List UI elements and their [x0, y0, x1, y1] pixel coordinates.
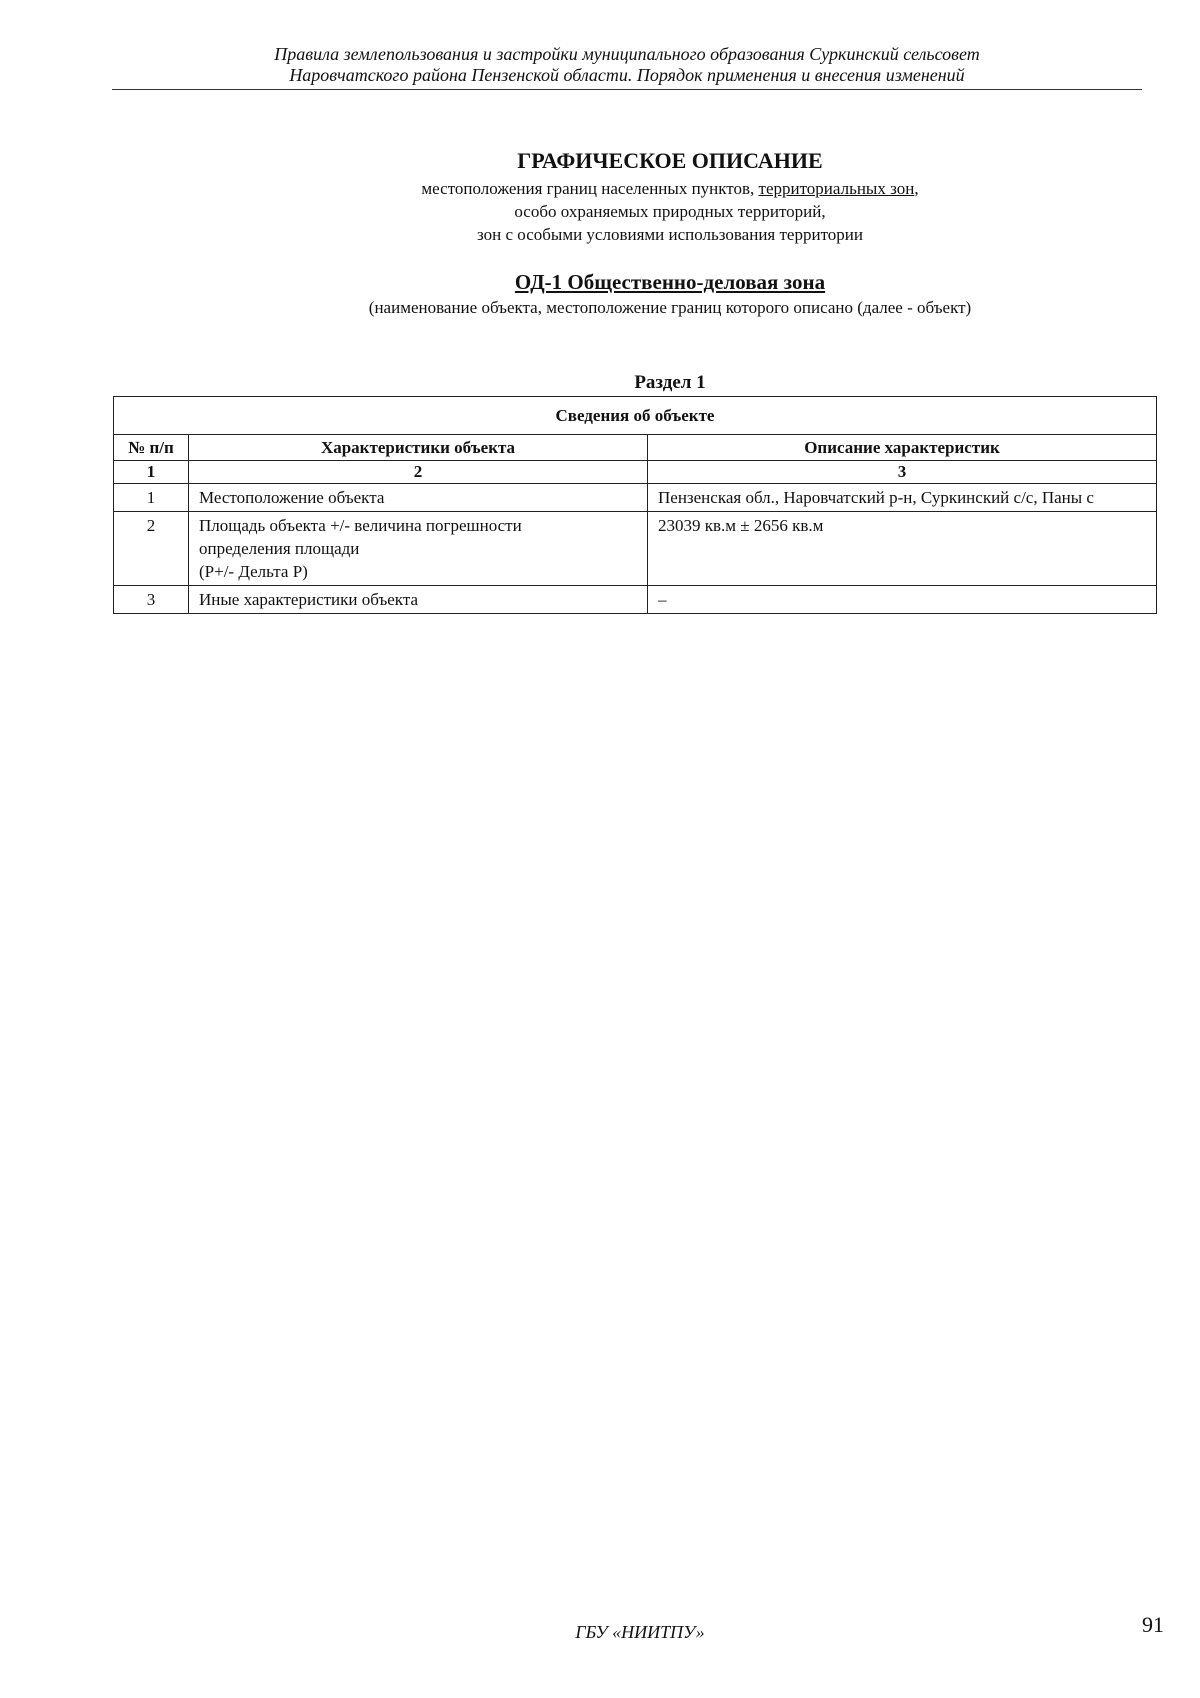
zone-title: ОД-1 Общественно-деловая зона [514, 270, 826, 294]
row-description: 23039 кв.м ± 2656 кв.м [648, 512, 1157, 586]
table-caption: Сведения об объекте [114, 397, 1157, 435]
header-line-1: Правила землепользования и застройки муниципального образования Суркинский сельсовет [274, 44, 980, 64]
header-description: Описание характеристик [648, 435, 1157, 461]
characteristic-line: Площадь объекта +/- величина погрешности [199, 516, 522, 535]
subtitle-line-1: местоположения границ населенных пунктов, территориальных зон, [421, 179, 919, 198]
row-number: 3 [114, 586, 189, 614]
subtitle-line-2: особо охраняемых природных территорий, [514, 202, 826, 221]
table-row [114, 512, 1157, 586]
table-row [114, 484, 1157, 512]
column-number: 1 [114, 461, 189, 484]
characteristic-line: определения площади [199, 539, 360, 558]
header-num: № п/п [114, 435, 189, 461]
row-number: 1 [114, 484, 189, 512]
table-caption-row [114, 397, 1157, 435]
object-info-table [113, 396, 1157, 614]
table-column-numbers-row [114, 461, 1157, 484]
document-subtitle [0, 177, 1200, 246]
page-header [112, 44, 1142, 86]
row-description: – [648, 586, 1157, 614]
column-number: 3 [648, 461, 1157, 484]
characteristic-line: (Р+/- Дельта Р) [199, 562, 308, 581]
row-number: 2 [114, 512, 189, 586]
header-line-2: Наровчатского района Пензенской области. Порядок применения и внесения изменений [289, 65, 965, 85]
section-title: Раздел 1 [634, 372, 706, 393]
row-characteristic: Иные характеристики объекта [189, 586, 648, 614]
row-description: Пензенская обл., Наровчатский р-н, Суркинский с/с, Паны с [648, 484, 1157, 512]
zone-note: (наименование объекта, местоположение границ которого описано (далее - объект) [368, 298, 972, 317]
row-characteristic [189, 512, 648, 586]
document-title: ГРАФИЧЕСКОЕ ОПИСАНИЕ [517, 148, 823, 173]
row-characteristic: Местоположение объекта [189, 484, 648, 512]
header-characteristics: Характеристики объекта [189, 435, 648, 461]
page-footer: ГБУ «НИИТПУ» [575, 1622, 705, 1642]
page-number: 91 [1142, 1612, 1164, 1637]
table-header-row [114, 435, 1157, 461]
header-divider [112, 89, 1142, 90]
table-row [114, 586, 1157, 614]
subtitle-line-3: зон с особыми условиями использования территории [477, 225, 863, 244]
column-number: 2 [189, 461, 648, 484]
